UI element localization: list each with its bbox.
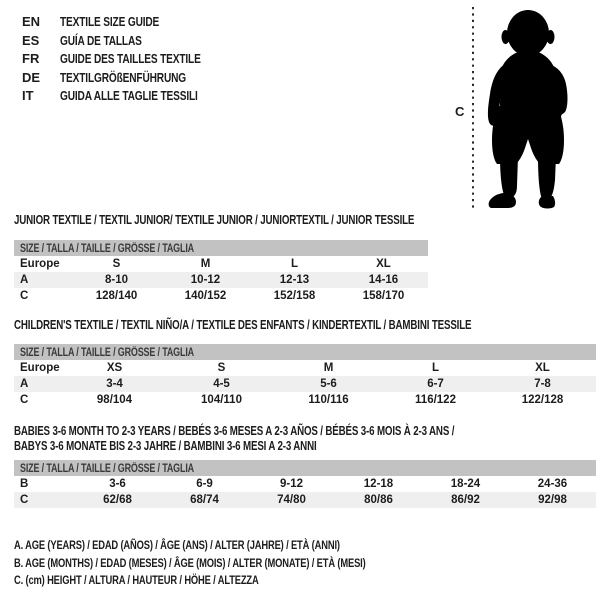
table-row — [14, 360, 596, 376]
language-code: DE — [22, 69, 41, 85]
language-row — [22, 87, 240, 106]
table-header-band — [14, 240, 428, 256]
table-cell: 4-5 — [213, 378, 230, 390]
table-cell: 5-6 — [320, 378, 337, 390]
row-label: Europe — [20, 362, 60, 374]
table-row — [14, 476, 596, 492]
language-code: FR — [22, 51, 40, 66]
footnote-line — [14, 572, 465, 590]
table-cell: 6-9 — [196, 478, 213, 490]
row-label: Europe — [20, 258, 60, 270]
table-row — [14, 492, 596, 508]
table-cell: 12-13 — [279, 274, 310, 286]
baby-silhouette — [488, 10, 568, 209]
height-measure-label: C — [455, 104, 465, 119]
table-cell: L — [431, 362, 440, 374]
table-rows — [14, 476, 596, 508]
size-table-section — [14, 213, 428, 304]
language-title: GUIDA ALLE TAGLIE TESSILI — [60, 88, 198, 103]
table-row — [14, 392, 596, 408]
footnote-line — [14, 537, 465, 555]
language-title: GUIDE DES TAILLES TEXTILE — [60, 51, 201, 66]
table-cell: 7-8 — [534, 378, 551, 390]
table-row — [14, 288, 428, 304]
table-cell: 74/80 — [277, 494, 306, 506]
table-cell: 140/152 — [184, 290, 227, 302]
table-cell: M — [323, 362, 334, 374]
table-title — [14, 318, 596, 333]
footnote-text: A. AGE (YEARS) / EDAD (AÑOS) / ÂGE (ANS) / ALTER (JAHRE) / ETÀ (ANNI) — [14, 538, 340, 552]
table-cell: 3-6 — [109, 478, 126, 490]
size-table-section — [14, 318, 596, 408]
table-cell: 152/158 — [273, 290, 316, 302]
table-cell: M — [200, 258, 211, 270]
language-list — [22, 13, 240, 106]
table-title — [14, 213, 428, 228]
table-row — [14, 272, 428, 288]
table-cell: 8-10 — [104, 274, 129, 286]
footnote-list — [14, 537, 465, 590]
table-header-label: SIZE / TALLA / TAILLE / GRÖSSE / TAGLIA — [20, 243, 194, 255]
size-table — [14, 344, 596, 408]
table-title — [14, 424, 596, 454]
language-title: TEXTILE SIZE GUIDE — [60, 14, 160, 29]
table-cell: S — [217, 362, 226, 374]
table-cell: 98/104 — [96, 394, 133, 406]
table-cell: XL — [376, 258, 391, 270]
table-title-line: BABYS 3-6 MONATE BIS 2-3 JAHRE / BAMBINI 3-6 MESI A 2-3 ANNI — [14, 439, 317, 453]
table-header-label: SIZE / TALLA / TAILLE / GRÖSSE / TAGLIA — [20, 463, 194, 475]
table-cell: 128/140 — [95, 290, 138, 302]
table-cell: XS — [106, 362, 123, 374]
size-table — [14, 240, 428, 304]
table-cell: 104/110 — [201, 394, 242, 406]
table-rows — [14, 256, 428, 304]
table-title-line: JUNIOR TEXTILE / TEXTIL JUNIOR/ TEXTILE JUNIOR / JUNIORTEXTIL / JUNIOR TESSILE — [14, 213, 415, 227]
table-cell: 92/98 — [538, 494, 567, 506]
language-row — [22, 32, 240, 51]
row-label: A — [20, 378, 29, 390]
table-cell: 68/74 — [190, 494, 219, 506]
table-cell: 3-4 — [106, 378, 123, 390]
language-row — [22, 13, 240, 32]
table-cell: 6-7 — [427, 378, 444, 390]
table-cell: 122/128 — [521, 394, 564, 406]
table-rows — [14, 360, 596, 408]
row-label: C — [20, 394, 29, 406]
table-cell: 86/92 — [451, 494, 480, 506]
table-title-line: CHILDREN'S TEXTILE / TEXTIL NIÑO/A / TEXTILE DES ENFANTS / KINDERTEXTIL / BAMBINI TESSILE — [14, 318, 472, 332]
language-row — [22, 50, 240, 69]
baby-figure — [452, 4, 600, 214]
language-row — [22, 69, 240, 88]
footnote-text: B. AGE (MONTHS) / EDAD (MESES) / ÂGE (MOIS) / ALTER (MONATE) / ETÀ (MESI) — [14, 555, 366, 570]
row-label: A — [20, 274, 29, 286]
table-cell: 80/86 — [364, 494, 393, 506]
table-row — [14, 376, 596, 392]
table-cell: XL — [535, 362, 550, 374]
footnote-text: C. (cm) HEIGHT / ALTURA / HAUTEUR / HÖHE / ALTEZZA — [14, 573, 259, 587]
table-header-band — [14, 460, 596, 476]
language-code: ES — [22, 32, 40, 48]
table-cell: L — [290, 258, 299, 270]
table-title-line: BABIES 3-6 MONTH TO 2-3 YEARS / BEBÉS 3-6 MESES A 2-3 AÑOS / BÉBÉS 3-6 MOIS À 2-3 ANS / — [14, 424, 455, 438]
table-cell: 12-18 — [363, 478, 394, 490]
table-cell: S — [112, 258, 121, 270]
table-cell: 24-36 — [537, 478, 568, 490]
table-header-band — [14, 344, 596, 360]
table-cell: 110/116 — [308, 394, 349, 406]
language-code: EN — [22, 14, 41, 29]
table-cell: 62/68 — [103, 494, 132, 506]
size-table — [14, 460, 596, 508]
table-header-label: SIZE / TALLA / TAILLE / GRÖSSE / TAGLIA — [20, 347, 194, 359]
row-label: C — [20, 290, 29, 302]
table-cell: 10-12 — [190, 274, 221, 286]
table-cell: 116/122 — [415, 394, 456, 406]
table-cell: 18-24 — [450, 478, 481, 490]
language-code: IT — [22, 88, 34, 103]
table-row — [14, 256, 428, 272]
language-title: TEXTILGRÖßENFÜHRUNG — [60, 69, 187, 85]
table-cell: 14-16 — [368, 274, 399, 286]
size-table-section — [14, 424, 596, 508]
table-cell: 158/170 — [362, 290, 405, 302]
row-label: B — [20, 478, 29, 490]
footnote-line — [14, 555, 465, 573]
table-cell: 9-12 — [279, 478, 304, 490]
language-title: GUÍA DE TALLAS — [60, 32, 142, 48]
row-label: C — [20, 494, 29, 506]
